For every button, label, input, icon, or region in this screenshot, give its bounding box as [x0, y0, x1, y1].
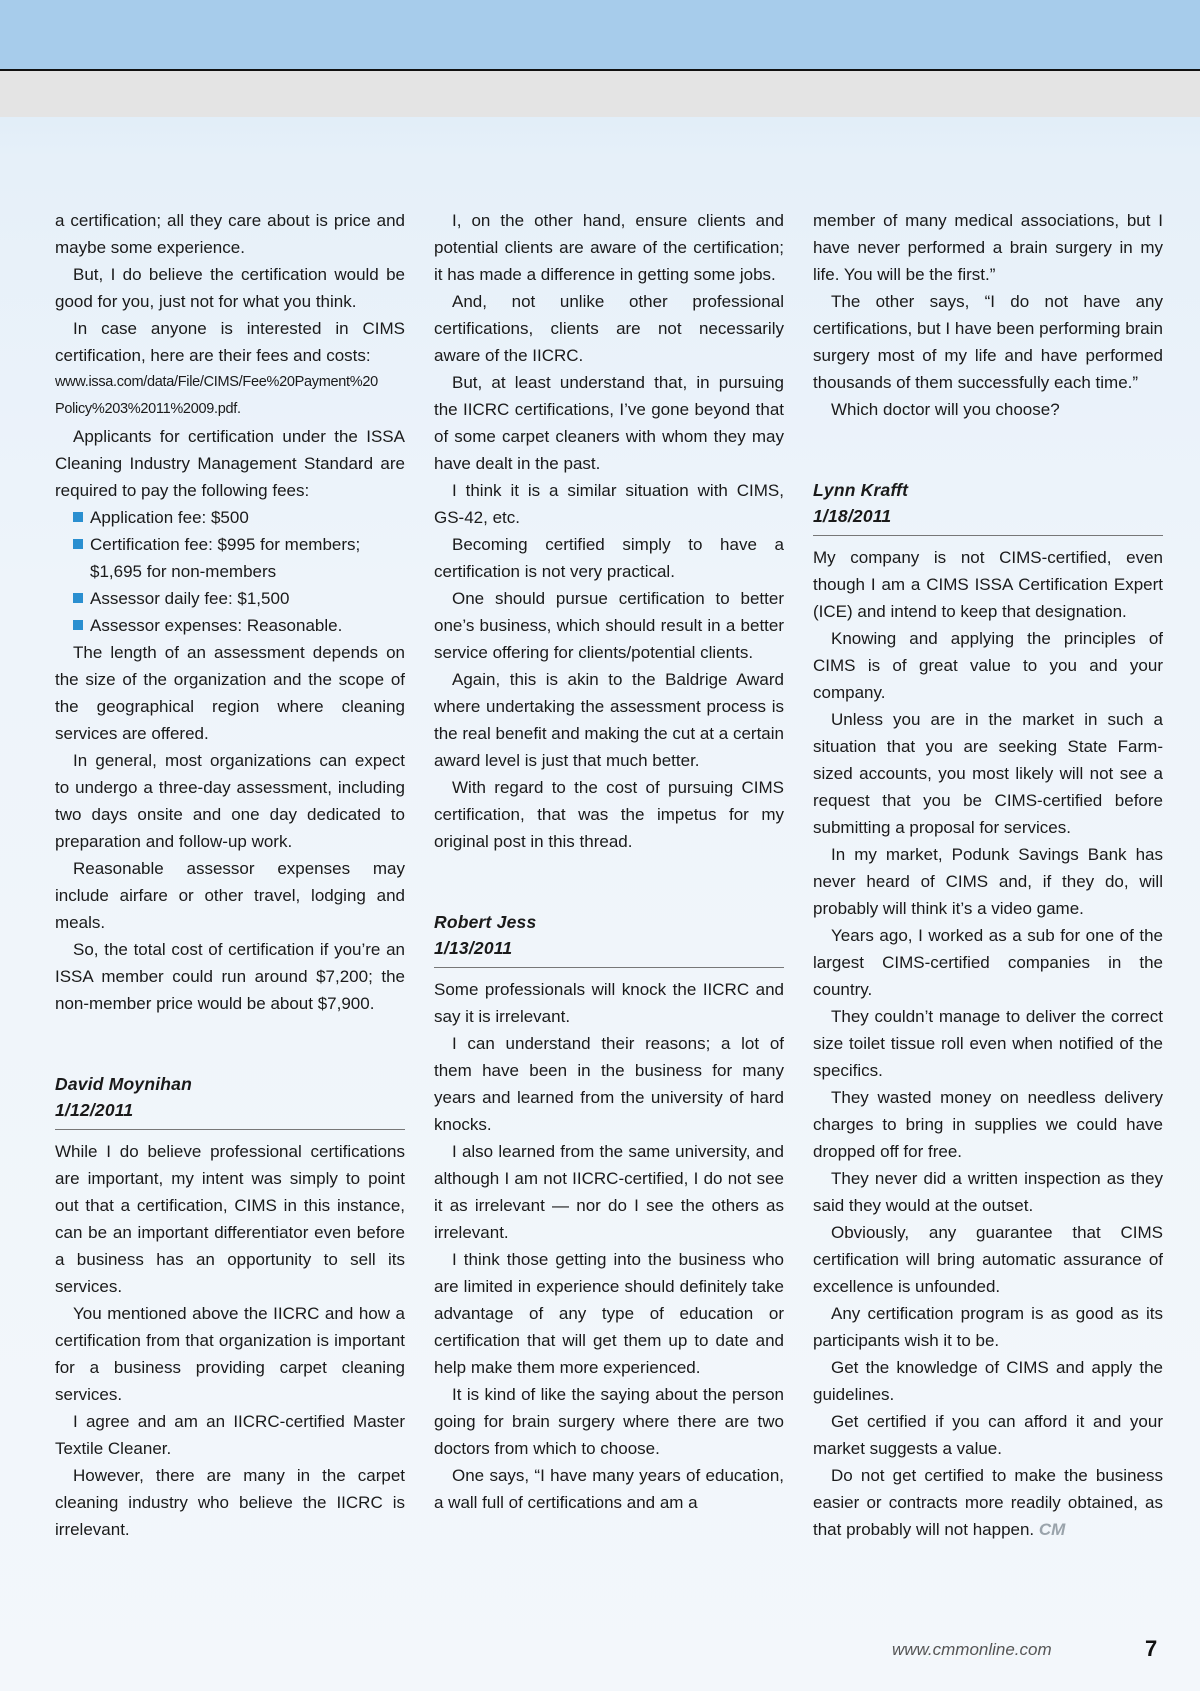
fee-item: Application fee: $500 — [73, 504, 405, 531]
paragraph: Get certified if you can afford it and your market suggests a value. — [813, 1412, 1163, 1458]
paragraph-text: Do not get certified to make the business easier or contracts more readily obtained, as that probably will not happen. — [813, 1466, 1163, 1539]
end-mark: CM — [1038, 1520, 1066, 1539]
paragraph: One says, “I have many years of education, a wall full of certifications and am a — [434, 1466, 784, 1512]
paragraph: It is kind of like the saying about the person going for brain surgery where there are two doctors from which to choose. — [434, 1385, 784, 1458]
paragraph: Knowing and applying the principles of CIMS is of great value to you and your company. — [813, 629, 1163, 702]
paragraph: And, not unlike other professional certifications, clients are not necessarily aware of the IICRC. — [434, 292, 784, 365]
paragraph: One should pursue certification to better one’s business, which should result in a better service offering for clients/potential clients. — [434, 589, 784, 662]
paragraph: I agree and am an IICRC-certified Master Textile Cleaner. — [55, 1412, 405, 1458]
paragraph: But, I do believe the certification would be good for you, just not for what you think. — [55, 265, 405, 311]
fee-item: Certification fee: $995 for members; $1,695 for non-members — [73, 531, 405, 585]
paragraph: Unless you are in the market in such a situation that you are seeking State Farm-sized accounts, you most likely will not see a request that you be CIMS-certified before submitting a proposal for services. — [813, 710, 1163, 837]
column-1 — [55, 207, 405, 1543]
post-date: 1/18/2011 — [813, 506, 892, 526]
paragraph: You mentioned above the IICRC and how a certification from that organization is important for a business providing carpet cleaning services. — [55, 1304, 405, 1404]
paragraph: I think it is a similar situation with CIMS, GS-42, etc. — [434, 481, 784, 527]
paragraph: I can understand their reasons; a lot of them have been in the business for many years and learned from the university of hard knocks. — [434, 1034, 784, 1134]
author-name: David Moynihan — [55, 1074, 192, 1094]
fee-list — [55, 504, 405, 639]
paragraph: While I do believe professional certifications are important, my intent was simply to point out that a certification, CIMS in this instance, can be an important differentiator even before a business has an opportunity to sell its services. — [55, 1142, 405, 1296]
paragraph: In general, most organizations can expect to undergo a three-day assessment, including two days onsite and one day dedicated to preparation and follow-up work. — [55, 751, 405, 851]
byline — [813, 477, 1163, 536]
paragraph: Some professionals will knock the IICRC and say it is irrelevant. — [434, 980, 784, 1026]
paragraph: Reasonable assessor expenses may include airfare or other travel, lodging and meals. — [55, 859, 405, 932]
paragraph: They never did a written inspection as they said they would at the outset. — [813, 1169, 1163, 1215]
paragraph: Obviously, any guarantee that CIMS certification will bring automatic assurance of excellence is unfounded. — [813, 1223, 1163, 1296]
footer-site-url: www.cmmonline.com — [892, 1640, 1052, 1659]
paragraph: In my market, Podunk Savings Bank has never heard of CIMS and, if they do, will probably will think it’s a video game. — [813, 845, 1163, 918]
page-number: 7 — [1145, 1636, 1158, 1661]
fee-item: Assessor daily fee: $1,500 — [73, 585, 405, 612]
author-name: Robert Jess — [434, 912, 537, 932]
paragraph: But, at least understand that, in pursuing the IICRC certifications, I’ve gone beyond that of some carpet cleaners with whom they may have dealt in the past. — [434, 373, 784, 473]
paragraph: Any certification program is as good as its participants wish it to be. — [813, 1304, 1163, 1350]
paragraph: I also learned from the same university, and although I am not IICRC-certified, I do not see it as irrelevant — nor do I see the others as irrelevant. — [434, 1142, 784, 1242]
paragraph: Get the knowledge of CIMS and apply the guidelines. — [813, 1358, 1163, 1404]
paragraph: However, there are many in the carpet cleaning industry who believe the IICRC is irrelevant. — [55, 1466, 405, 1539]
paragraph: The other says, “I do not have any certifications, but I have been performing brain surgery most of my life and have performed thousands of them successfully each time.” — [813, 292, 1163, 392]
post-date: 1/13/2011 — [434, 938, 513, 958]
column-2 — [434, 207, 784, 1516]
header-color-band — [0, 0, 1200, 69]
byline — [55, 1071, 405, 1130]
paragraph: Again, this is akin to the Baldrige Award where undertaking the assessment process is the real benefit and making the cut at a certain award level is just that much better. — [434, 670, 784, 770]
header-gray-band — [0, 71, 1200, 117]
paragraph: I, on the other hand, ensure clients and potential clients are aware of the certification; it has made a difference in getting some jobs. — [434, 211, 784, 284]
paragraph: With regard to the cost of pursuing CIMS certification, that was the impetus for my original post in this thread. — [434, 778, 784, 851]
paragraph: Becoming certified simply to have a certification is not very practical. — [434, 535, 784, 581]
paragraph: In case anyone is interested in CIMS certification, here are their fees and costs: — [55, 319, 405, 365]
paragraph: They wasted money on needless delivery charges to bring in supplies we could have dropped off for free. — [813, 1088, 1163, 1161]
author-name: Lynn Krafft — [813, 480, 909, 500]
paragraph: My company is not CIMS-certified, even though I am a CIMS ISSA Certification Expert (ICE) and intend to keep that designation. — [813, 548, 1163, 621]
post-date: 1/12/2011 — [55, 1100, 134, 1120]
paragraph — [813, 1462, 1163, 1543]
fee-item: Assessor expenses: Reasonable. — [73, 612, 405, 639]
paragraph: Which doctor will you choose? — [831, 400, 1060, 419]
byline — [434, 909, 784, 968]
paragraph: member of many medical associations, but I have never performed a brain surgery in my life. You will be the first.” — [813, 211, 1163, 284]
paragraph: I think those getting into the business who are limited in experience should definitely take advantage of any type of education or certification that will get them up to date and help make them more experienced. — [434, 1250, 784, 1377]
paragraph: Years ago, I worked as a sub for one of the largest CIMS-certified companies in the country. — [813, 926, 1163, 999]
paragraph: So, the total cost of certification if you’re an ISSA member could run around $7,200; the non-member price would be about $7,900. — [55, 940, 405, 1013]
column-3 — [813, 207, 1163, 1543]
paragraph: a certification; all they care about is price and maybe some experience. — [55, 211, 405, 257]
paragraph: They couldn’t manage to deliver the correct size toilet tissue roll even when notified of the specifics. — [813, 1007, 1163, 1080]
paragraph: Applicants for certification under the ISSA Cleaning Industry Management Standard are required to pay the following fees: — [55, 427, 405, 500]
fees-url: www.issa.com/data/File/CIMS/Fee%20Payment%20 Policy%203%2011%2009.pdf. — [55, 374, 378, 417]
paragraph: The length of an assessment depends on the size of the organization and the scope of the geographical region where cleaning services are offered. — [55, 643, 405, 743]
